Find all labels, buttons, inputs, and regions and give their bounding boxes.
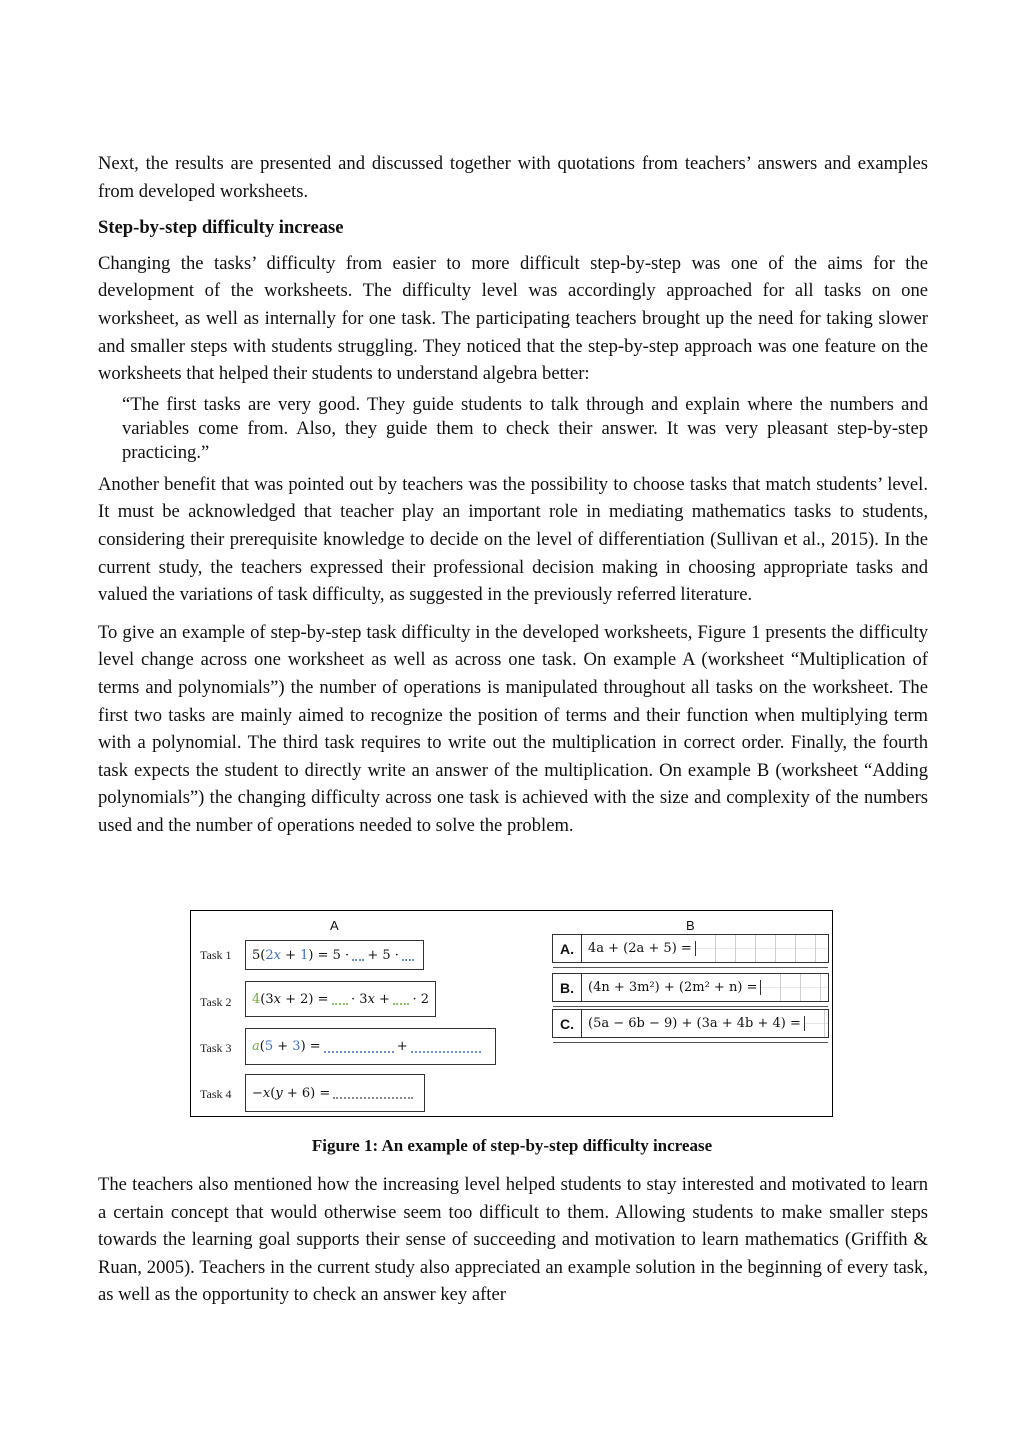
b-row-a xyxy=(552,934,829,963)
b-row-c-grid xyxy=(805,1010,828,1037)
task-2-box: 4(3x + 2) = · 3x + · 2 xyxy=(245,981,436,1017)
paragraph-1: Changing the tasks’ difficulty from easier to more difficult step-by-step was one of the aims for the development of the worksheets. The difficulty level was accordingly approached for all tasks on one worksheet, as well as internally for one task. The participating teachers brought up the need for taking slower and smaller steps with students struggling. They noticed that the step-by-step approach was one feature on the worksheets that helped their students to understand algebra better: xyxy=(98,252,928,385)
figure-caption: Figure 1: An example of step-by-step difficulty increase xyxy=(311,1136,713,1155)
column-b-label: B xyxy=(686,918,695,933)
b-row-a-expression: 4a + (2a + 5) = xyxy=(582,941,696,956)
b-row-b-letter: B. xyxy=(553,974,582,1001)
figure-1 xyxy=(190,910,833,1117)
b-row-b-grid xyxy=(761,974,828,1001)
paragraph-2: Another benefit that was pointed out by teachers was the possibility to choose tasks that match students’ level. It must be acknowledged that teacher play an important role in mediating mathematics tasks to students, considering their prerequisite knowledge to decide on the level of differentiation (Sullivan et al., 2015). In the current study, the teachers expressed their professional decision making in choosing appropriate tasks and valued the variations of task difficulty, as suggested in the previously referred literature. xyxy=(98,473,928,606)
b-row-a-letter: A. xyxy=(553,935,582,962)
b-row-c-expression: (5a − 6b − 9) + (3a + 4b + 4) = xyxy=(582,1016,805,1031)
section-heading: Step-by-step difficulty increase xyxy=(98,217,344,239)
task-1-label: Task 1 xyxy=(200,948,232,962)
task-4-label: Task 4 xyxy=(200,1087,232,1101)
paragraph-3: To give an example of step-by-step task difficulty in the developed worksheets, Figure 1 presents the difficulty level change across one worksheet as well as across one task. On example A (worksheet “Multiplication of terms and polynomials”) the number of operations is manipulated throughout all tasks on the worksheet. The first two tasks are mainly aimed to recognize the position of terms and their function when multiplying term with a polynomial. The third task requires to write out the multiplication in correct order. Finally, the fourth task expects the student to directly write an answer of the multiplication. On example B (worksheet “Adding polynomials”) the changing difficulty across one task is achieved with the size and complexity of the numbers used and the number of operations needed to solve the problem. xyxy=(98,621,928,836)
teacher-quote: “The first tasks are very good. They guide students to talk through and explain where the numbers and variables come from. Also, they guide them to check their answer. It was very pleasant step-by-step practicing.” xyxy=(122,393,928,463)
b-row-c-letter: C. xyxy=(553,1010,582,1037)
b-row-b-expression: (4n + 3m²) + (2m² + n) = xyxy=(582,980,761,995)
column-a-label: A xyxy=(330,918,339,933)
task-1-box: 5(2x + 1) = 5 · + 5 · xyxy=(245,940,424,970)
paragraph-4: The teachers also mentioned how the increasing level helped students to stay interested and motivated to learn a certain concept that would otherwise seem too difficult to them. Allowing students to make smaller steps towards the learning goal supports their sense of succeeding and motivation to learn mathematics (Griffith & Ruan, 2005). Teachers in the current study also appreciated an example solution in the beginning of every task, as well as the opportunity to check an answer key after xyxy=(98,1174,928,1306)
b-row-c xyxy=(552,1009,829,1038)
b-row-b xyxy=(552,973,829,1002)
task-3-label: Task 3 xyxy=(200,1041,232,1055)
task-2-label: Task 2 xyxy=(200,995,232,1009)
task-3-box: a(5 + 3) = + xyxy=(245,1028,496,1065)
main-text xyxy=(98,150,928,849)
after-figure-text xyxy=(98,1171,928,1309)
b-row-a-grid xyxy=(696,935,828,962)
intro-paragraph: Next, the results are presented and discussed together with quotations from teachers’ answers and examples from developed worksheets. xyxy=(98,153,928,202)
task-4-box: −x(y + 6) = xyxy=(245,1074,425,1112)
